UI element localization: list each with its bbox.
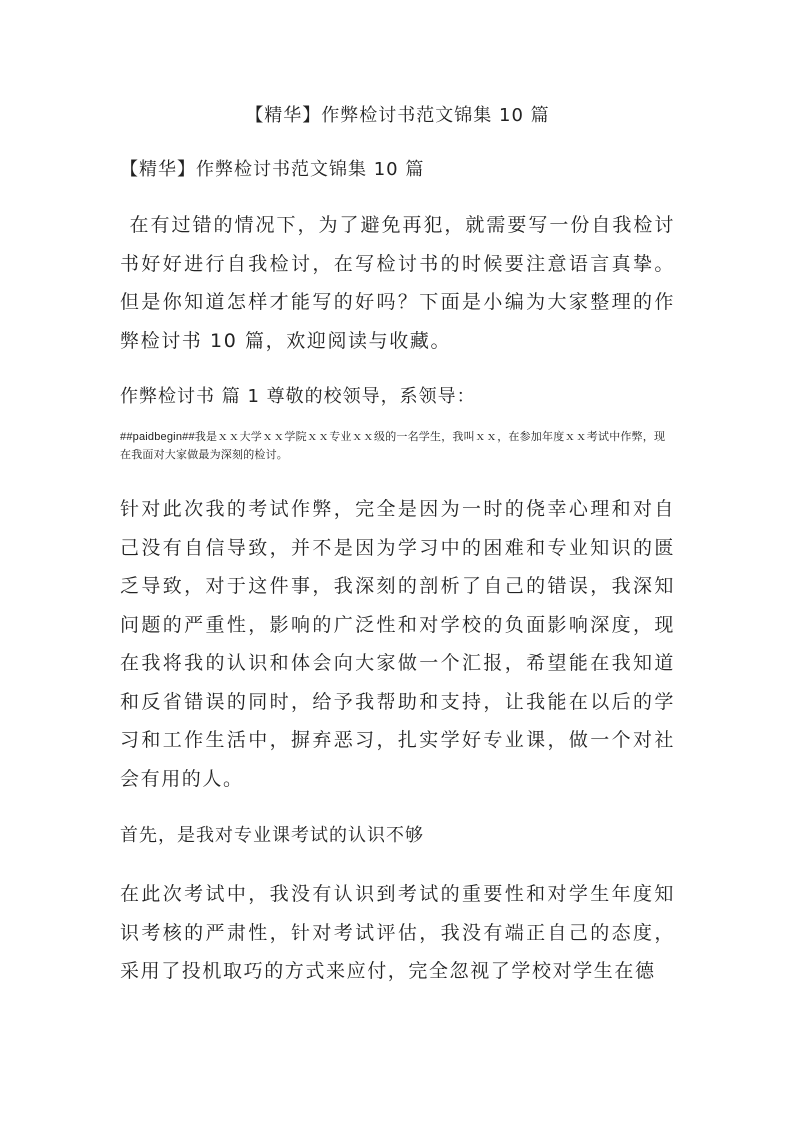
document-subtitle: 【精华】作弊检讨书范文锦集 10 篇: [120, 159, 425, 180]
paid-marker: ##paidbegin##: [120, 431, 195, 443]
document-title: 【精华】作弊检讨书范文锦集 10 篇: [245, 105, 550, 126]
salutation-paragraph: [120, 428, 675, 464]
body-paragraph-1: 针对此次我的考试作弊，完全是因为一时的侥幸心理和对自己没有自信导致，并不是因为学习中的困难和专业知识的匮乏导致，对于这件事，我深刻的剖析了自己的错误，我深知问题的严重性，影响的广泛性和对学校的负面影响深度，现在我将我的认识和体会向大家做一个汇报，希望能在我知道和反省错误的同时，给予我帮助和支持，让我能在以后的学习和工作生活中，摒弃恶习，扎实学好专业课，做一个对社会有用的人。: [120, 498, 675, 790]
body-paragraph-2: 在此次考试中，我没有认识到考试的重要性和对学生年度知识考核的严肃性，针对考试评估，我没有端正自己的态度，采用了投机取巧的方式来应付，完全忽视了学校对学生在德: [120, 883, 675, 982]
salutation-text: 我是ｘｘ大学ｘｘ学院ｘｘ专业ｘｘ级的一名学生，我叫ｘｘ，在参加年度ｘｘ考试中作弊，现在我面对大家做最为深刻的检讨。: [120, 430, 666, 461]
intro-paragraph: 在有过错的情况下，为了避免再犯，就需要写一份自我检讨书好好进行自我检讨，在写检讨书的时候要注意语言真挚。但是你知道怎样才能写的好吗？下面是小编为大家整理的作弊检讨书 10 篇，欢迎阅读与收藏。: [120, 214, 675, 352]
section-heading: 作弊检讨书 篇 1 尊敬的校领导，系领导：: [120, 386, 476, 407]
sub-heading: 首先，是我对专业课考试的认识不够: [120, 825, 424, 846]
